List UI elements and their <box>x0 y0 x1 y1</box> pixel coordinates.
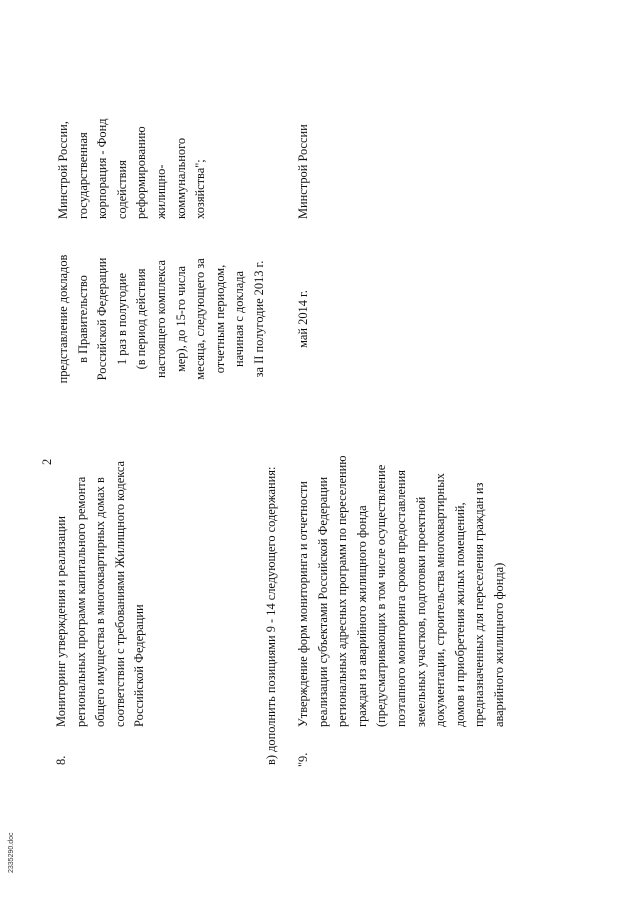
row-8-term: представление докладов в Правительство Российской Федерации 1 раз в полугодие (в период действия настоящего комплекса мер), до 15-го числа месяца, следующего за отчетным периодом, начиная с доклада за II полугодие 2013 г. <box>56 254 266 384</box>
row-9-executor: Минстрой России <box>296 124 310 219</box>
row-8-executor: Минстрой России, государственная корпорация - Фонд содействия реформированию жилищно- коммунального хозяйства"; <box>56 118 208 219</box>
row-8-number: 8. <box>54 755 68 765</box>
instruction-text: в) дополнить позициями 9 - 14 следующего содержания: <box>264 466 278 765</box>
row-9-name: Утверждение форм мониторинга и отчетности реализации субъектами Российской Федерации региональных адресных программ по переселению граждан из аварийного жилищного фонда (предусматривающих в том числе осуществление поэтапного мониторинга сроков предоставления земельных участков, подготовки проектной документации, строительства многоквартирных домов и приобретения жилых помещений, предназначенных для переселения граждан из аварийного жилищного фонда) <box>296 455 506 727</box>
row-8-name: Мониторинг утверждения и реализации региональных программ капитального ремонта общего имущества в многоквартирных домах в соответствии с требованиями Жилищного кодекса Российской Федерации <box>54 460 147 727</box>
row-9-term: май 2014 г. <box>296 290 310 348</box>
row-9-number: "9. <box>296 752 310 767</box>
footer-doc-code: 2335290.doc <box>8 832 15 873</box>
page-number: 2 <box>40 458 54 465</box>
